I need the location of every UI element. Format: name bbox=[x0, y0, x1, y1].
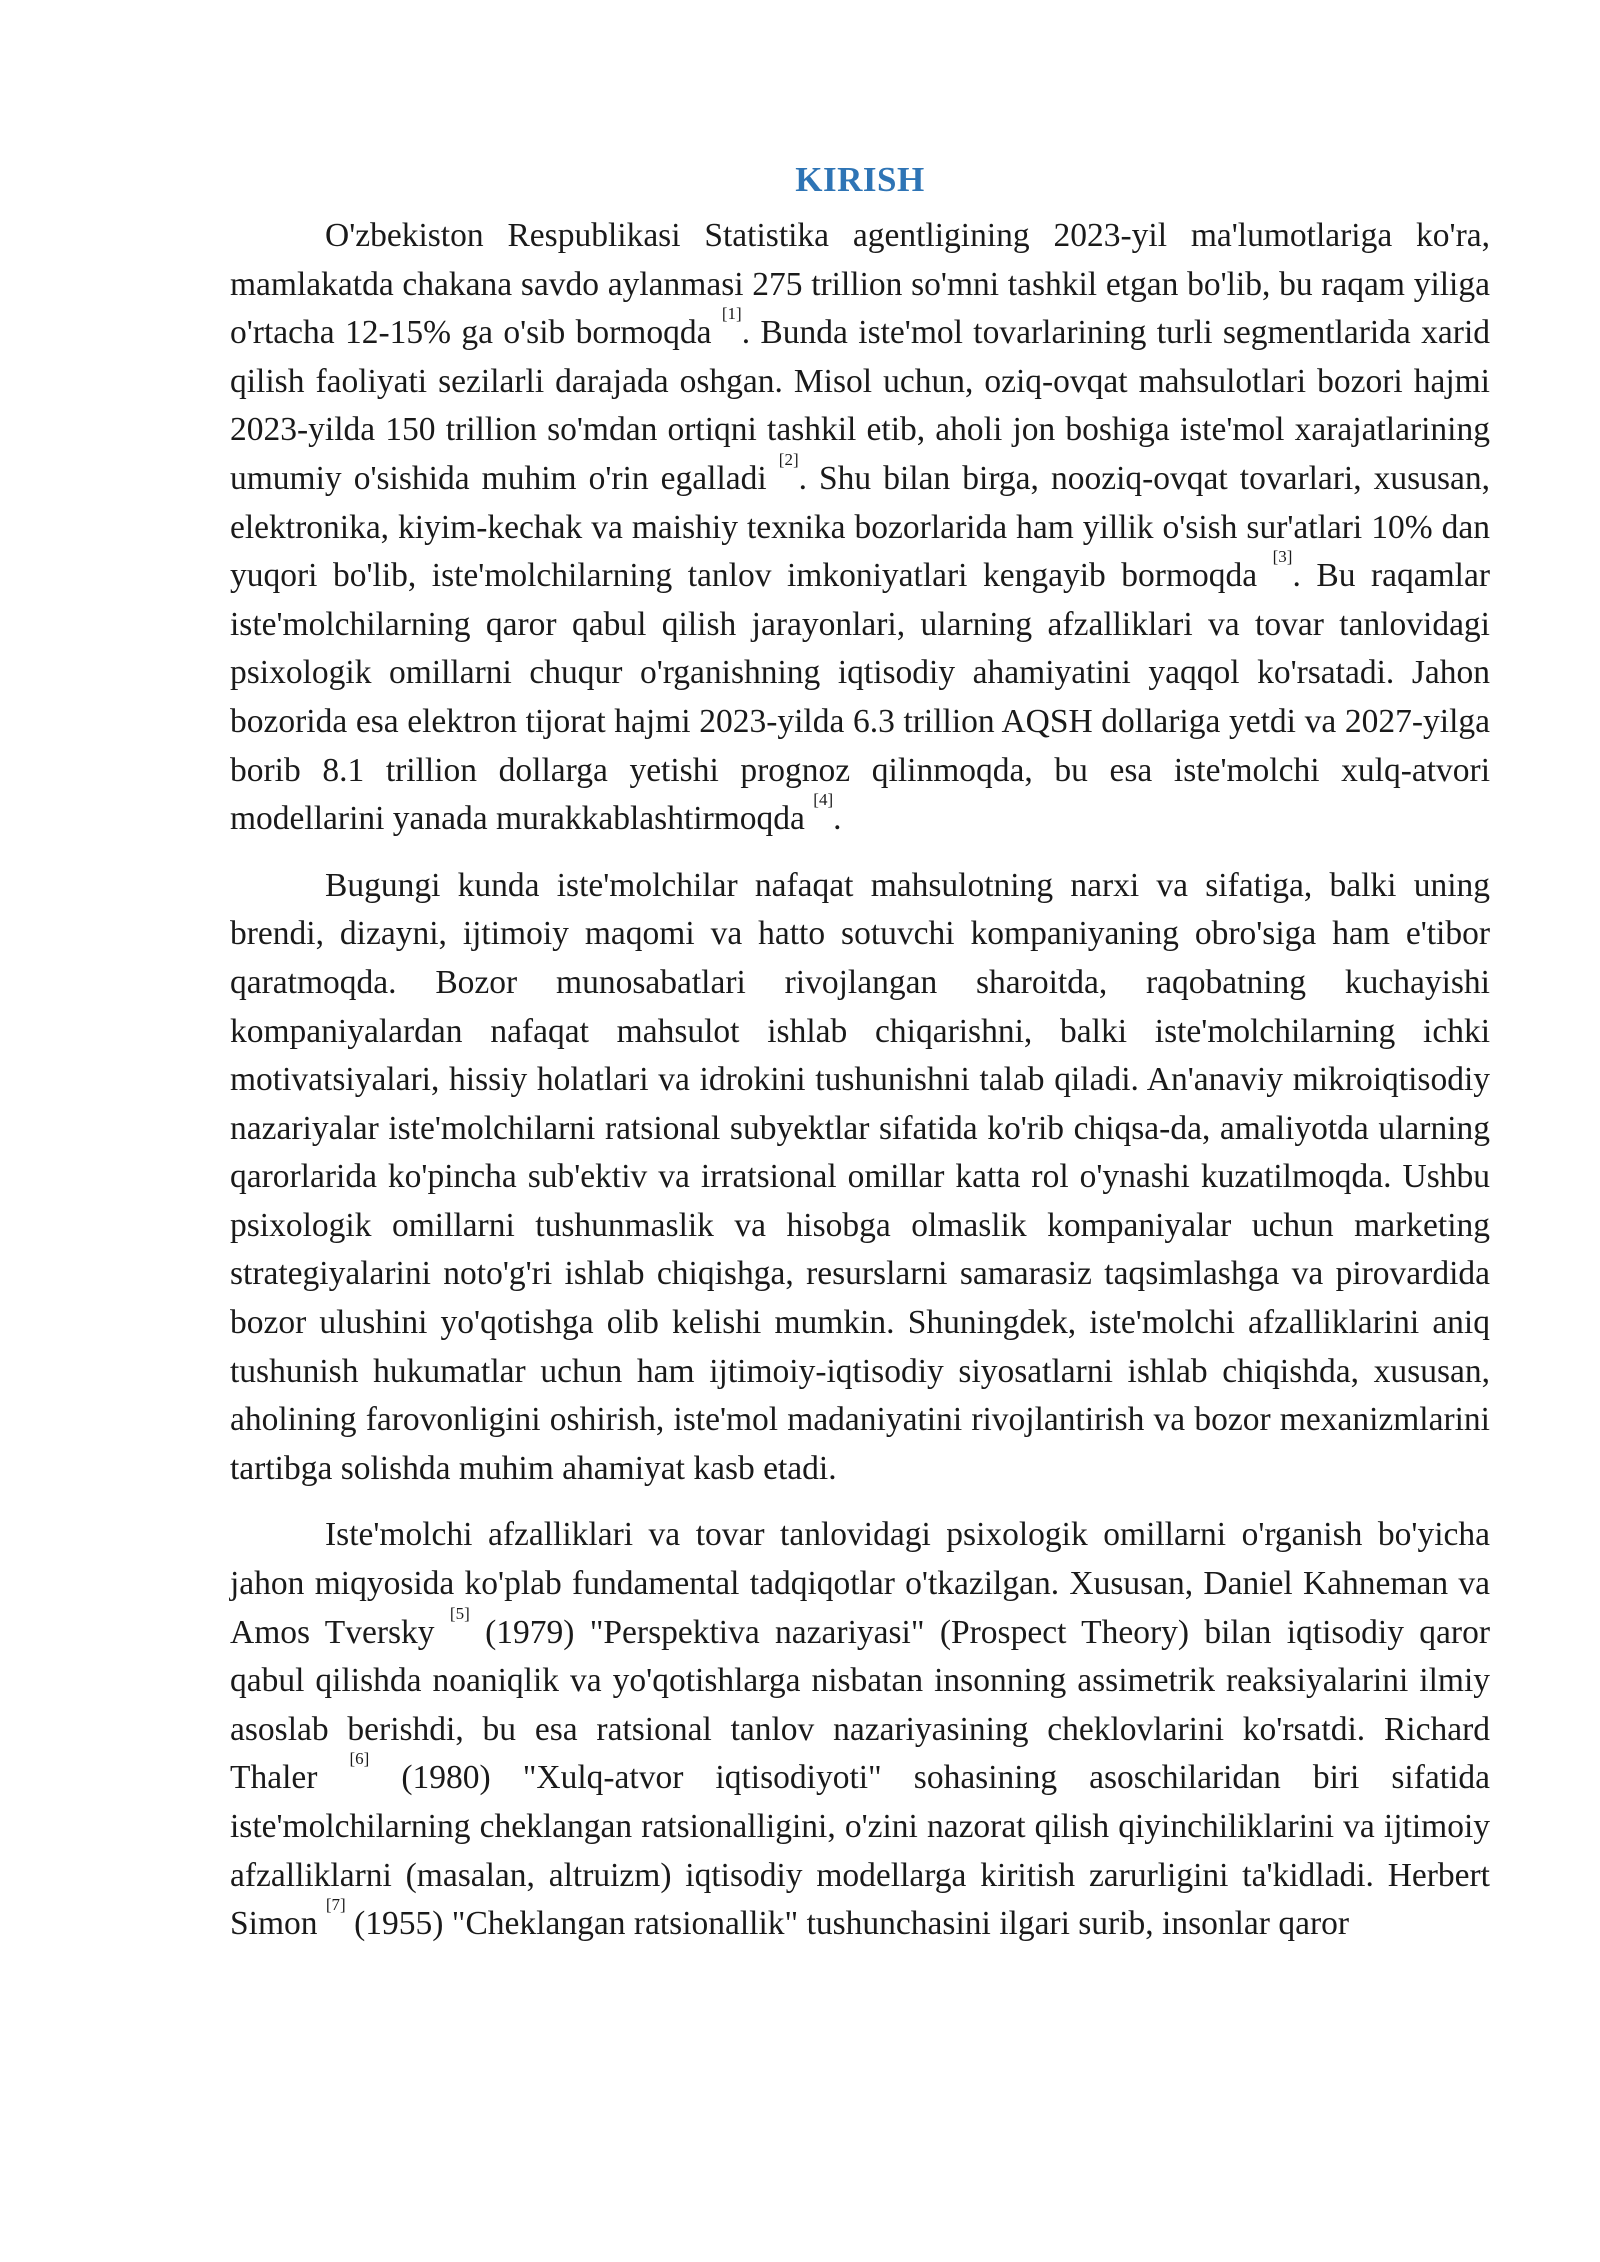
citation-ref: [5] bbox=[449, 1603, 470, 1623]
paragraph-text: . bbox=[833, 800, 842, 838]
paragraph-1 bbox=[230, 212, 1490, 844]
citation-ref: [6] bbox=[349, 1749, 370, 1769]
paragraph-text: Bugungi kunda iste'molchilar nafaqat mahsulotning narxi va sifatiga, balki uning brendi, dizayni, ijtimoiy maqomi va hatto sotuvchi kompaniyaning obro'siga ham e'tibor qaratmoqda. Bozor munosabatlari rivojlangan sharoitda, raqobatning kuchayishi kompaniyalardan nafaqat mahsulot ishlab chiqarishni, balki iste'molchilarning ichki motivatsiyalari, hissiy holatlari va idrokini tushunishni talab qiladi. An'anaviy mikroiqtisodiy nazariyalar iste'molchilarni ratsional subyektlar sifatida ko'rib chiqsa-da, amaliyotda ularning qarorlarida ko'pincha sub'ektiv va irratsional omillar katta rol o'ynashi kuzatilmoqda. Ushbu psixologik omillarni tushunmaslik va hisobga olmaslik kompaniyalar uchun marketing strategiyalarini noto'g'ri ishlab chiqishga, resurslarni samarasiz taqsimlashga va pirovardida bozor ulushini yo'qotishga olib kelishi mumkin. Shuningdek, iste'molchi afzalliklarini aniq tushunish hukumatlar uchun ham ijtimoiy-iqtisodiy siyosatlarni ishlab chiqishda, xususan, aholining farovonligini oshirish, iste'mol madaniyatini rivojlantirish va bozor mexanizmlarini tartibga solishda muhim ahamiyat kasb etadi. bbox=[230, 866, 1490, 1487]
citation-ref: [1] bbox=[721, 304, 742, 324]
citation-ref: [3] bbox=[1272, 547, 1293, 567]
citation-ref: [2] bbox=[778, 449, 799, 469]
paragraph-2 bbox=[230, 862, 1490, 1494]
paragraph-text: (1980) "Xulq-atvor iqtisodiyoti" sohasining asoschilaridan biri sifatida iste'molchilarning cheklangan ratsionalligini, o'zini nazorat qilish qiyinchiliklarini va ijtimoiy afzalliklarni (masalan, altruizm) iqtisodiy modellarga kiritish zarurligini ta'kidladi. Herbert Simon bbox=[230, 1759, 1490, 1943]
paragraph-3 bbox=[230, 1511, 1490, 1948]
section-title: KIRISH bbox=[795, 160, 925, 199]
document-body bbox=[230, 150, 1490, 1967]
citation-ref: [7] bbox=[325, 1895, 346, 1915]
paragraph-text: (1979) "Perspektiva nazariyasi" (Prospect Theory) bilan iqtisodiy qaror qabul qilishda noaniqlik va yo'qotishlarga nisbatan insonning assimetrik reaksiyalarini ilmiy asoslab berishdi, bu esa ratsional tanlov nazariyasining cheklovlarini ko'rsatdi. Richard Thaler bbox=[230, 1613, 1490, 1797]
citation-ref: [4] bbox=[813, 790, 834, 810]
paragraph-text: Iste'molchi afzalliklari va tovar tanlovidagi psixologik omillarni o'rganish bo'yicha jahon miqyosida ko'plab fundamental tadqiqotlar o'tkazilgan. Xususan, Daniel Kahneman va Amos Tversky bbox=[230, 1516, 1490, 1651]
paragraph-text: O'zbekiston Respublikasi Statistika agentligining 2023-yil ma'lumotlariga ko'ra, mamlakatda chakana savdo aylanmasi 275 trillion so'mni tashkil etgan bo'lib, bu raqam yiliga o'rtacha 12-15% ga o'sib bormoqda bbox=[230, 217, 1490, 352]
paragraph-text: (1955) "Cheklangan ratsionallik" tushunchasini ilgari surib, insonlar qaror bbox=[345, 1905, 1350, 1943]
paragraph-text: . Bunda iste'mol tovarlarining turli segmentlarida xarid qilish faoliyati sezilarli darajada oshgan. Misol uchun, oziq-ovqat mahsulotlari bozori hajmi 2023-yilda 150 trillion so'mdan ortiqni tashkil etib, aholi jon boshiga iste'mol xarajatlarining umumiy o'sishida muhim o'rin egalladi bbox=[230, 314, 1490, 497]
paragraph-text: . Bu raqamlar iste'molchilarning qaror qabul qilish jarayonlari, ularning afzalliklari va tovar tanlovidagi psixologik omillarni chuqur o'rganishning iqtisodiy ahamiyatini yaqqol ko'rsatadi. Jahon bozorida esa elektron tijorat hajmi 2023-yilda 6.3 trillion AQSH dollariga yetdi va 2027-yilga borib 8.1 trillion dollarga yetishi prognoz qilinmoqda, bu esa iste'molchi xulq-atvori modellarini yanada murakkablashtirmoqda bbox=[230, 557, 1490, 838]
paragraph-text: . Shu bilan birga, nooziq-ovqat tovarlari, xususan, elektronika, kiyim-kechak va maishiy texnika bozorlarida ham yillik o'sish sur'atlari 10% dan yuqori bo'lib, iste'molchilarning tanlov imkoniyatlari kengayib bormoqda bbox=[230, 459, 1490, 595]
